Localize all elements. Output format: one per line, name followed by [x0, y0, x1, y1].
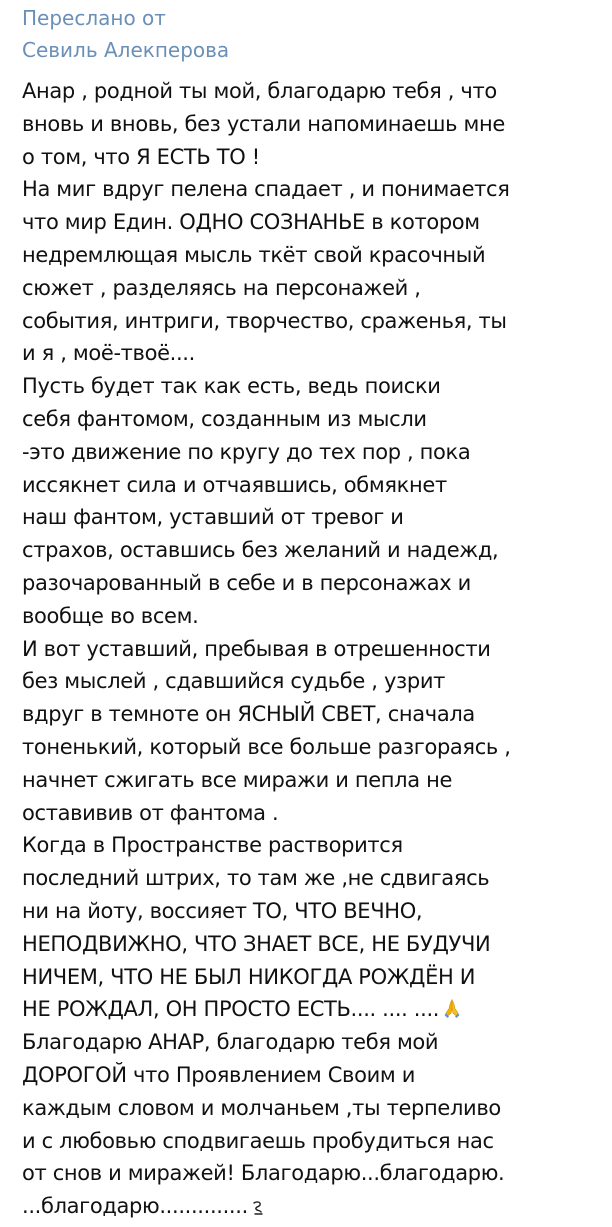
message-line: иссякнет сила и отчаявшись, обмякнет — [22, 472, 447, 497]
message-line: НИЧЕМ, ЧТО НЕ БЫЛ НИКОГДА РОЖДЁН И — [22, 964, 476, 989]
message-line: что мир Един. ОДНО СОЗНАНЬЕ в котором — [22, 210, 480, 235]
message-line: начнет сжигать все миражи и пепла не — [22, 767, 453, 792]
message-line: вновь и вновь, без устали напоминаешь мне — [22, 111, 505, 136]
message-line: наш фантом, уставший от тревог и — [22, 505, 404, 530]
message-line: разочарованный в себе и в персонажах и — [22, 570, 471, 595]
message-line: без мыслей , сдавшийся судьбе , узрит — [22, 669, 445, 694]
message-line: последний штрих, то там же ,не сдвигаясь — [22, 866, 490, 891]
doodle-icon — [251, 1194, 265, 1212]
message-line: НЕ РОЖДАЛ, ОН ПРОСТО ЕСТЬ.... .... .... — [22, 997, 440, 1022]
message-line: каждым словом и молчаньем ,ты терпеливо — [22, 1095, 501, 1120]
message-line-with-icon — [22, 993, 588, 1026]
message-line: ни на йоту, воссияет ТО, ЧТО ВЕЧНО, — [22, 898, 423, 923]
message-line: На миг вдруг пелена спадает , и понимается — [22, 177, 510, 202]
forwarded-header[interactable] — [22, 0, 588, 66]
message-line: о том, что Я ЕСТЬ ТО ! — [22, 144, 260, 169]
message-line: вообще во всем. — [22, 603, 199, 628]
folded-hands-icon — [441, 996, 463, 1018]
message-line: НЕПОДВИЖНО, ЧТО ЗНАЕТ ВСЕ, НЕ БУДУЧИ — [22, 931, 491, 956]
message-line: и я , моё-твоё.... — [22, 341, 195, 366]
message-line: страхов, оставшись без желаний и надежд, — [22, 538, 499, 563]
forwarded-label: Переслано от — [22, 6, 166, 30]
forwarded-author[interactable]: Севиль Алекперова — [22, 38, 230, 62]
message-text — [22, 75, 588, 1223]
message-line: недремлющая мысль ткёт свой красочный — [22, 242, 486, 267]
message-line: вдруг в темноте он ЯСНЫЙ СВЕТ, сначала — [22, 702, 475, 727]
message-line: ДОРОГОЙ что Проявлением Своим и — [22, 1062, 416, 1087]
message-line: Анар , родной ты мой, благодарю тебя , что — [22, 79, 497, 103]
message-line: себя фантомом, созданным из мысли — [22, 406, 427, 431]
message-line: -это движение по кругу до тех пор , пока — [22, 439, 471, 464]
message-line: тоненький, который все больше разгораясь , — [22, 734, 511, 759]
message-line: от снов и миражей! Благодарю...благодарю. — [22, 1161, 505, 1186]
message-line: сюжет , разделяясь на персонажей , — [22, 275, 421, 300]
message-line: Пусть будет так как есть, ведь поиски — [22, 374, 441, 399]
message-line: И вот уставший, пребывая в отрешенности — [22, 636, 491, 661]
message-line: Когда в Пространстве растворится — [22, 833, 403, 858]
message-line-with-icon — [22, 1190, 588, 1223]
message-line: события, интриги, творчество, сраженья, ты — [22, 308, 507, 333]
message-line: и с любовью сподвигаешь пробудиться нас — [22, 1128, 494, 1153]
message-line: оставивив от фантома . — [22, 800, 279, 825]
message-line: ...благодарю.............. — [22, 1194, 248, 1219]
message-line: Благодарю АНАР, благодарю тебя мой — [22, 1030, 439, 1055]
